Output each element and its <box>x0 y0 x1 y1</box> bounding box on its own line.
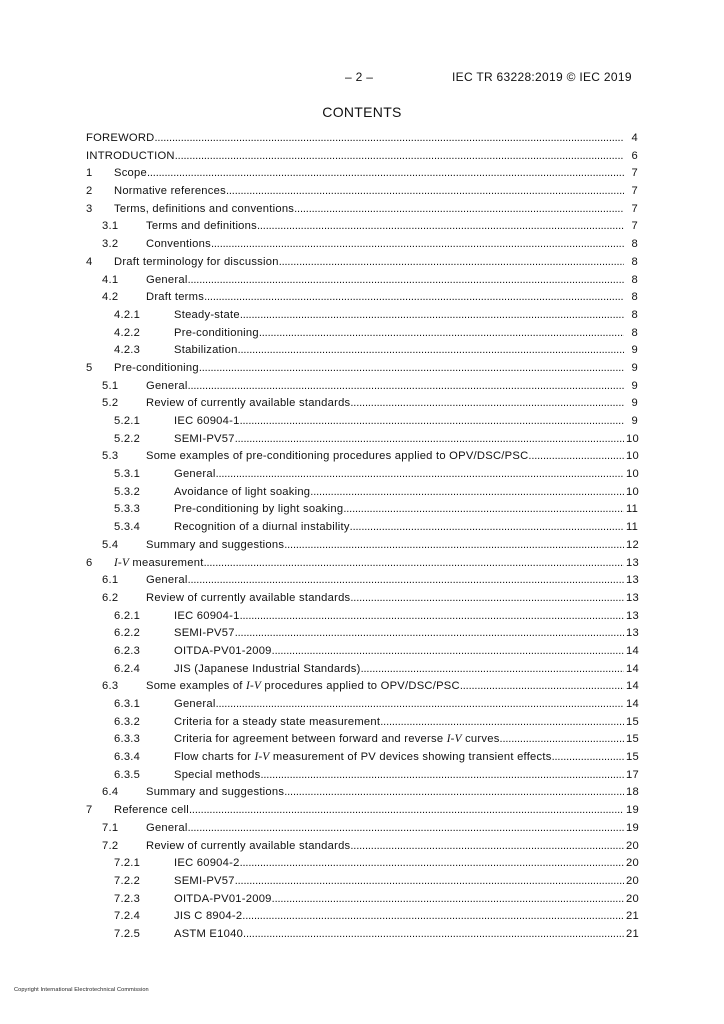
dot-leader <box>284 784 624 802</box>
toc-entry-line <box>174 696 638 714</box>
toc-entry-line <box>174 891 638 909</box>
toc-entry-title: General <box>146 273 188 286</box>
toc-entry-page: 9 <box>631 344 638 357</box>
toc-entry-title: General <box>146 821 188 834</box>
toc-entry-page: 19 <box>626 804 639 817</box>
toc-entry-title: Terms and definitions <box>146 220 257 233</box>
toc-entry-line <box>146 236 638 254</box>
toc-entry-line <box>114 360 638 378</box>
toc-entry-title: Special methods <box>174 768 261 781</box>
toc-entry-number: 6.2.1 <box>114 609 141 622</box>
toc-entry[interactable] <box>86 802 638 820</box>
toc-entry-page: 13 <box>626 556 639 569</box>
dot-leader <box>343 501 624 519</box>
toc-entry-line <box>174 731 638 749</box>
toc-entry-page: 13 <box>626 609 639 622</box>
toc-entry-number: 7.2.2 <box>114 874 141 887</box>
dot-leader <box>272 891 624 909</box>
toc-entry[interactable] <box>86 325 638 343</box>
toc-entry-line <box>174 625 638 643</box>
toc-entry-title: OITDA-PV01-2009 <box>174 644 272 657</box>
toc-entry-page: 15 <box>626 715 639 728</box>
toc-entry-line <box>146 590 638 608</box>
toc-entry-title: FOREWORD <box>86 132 155 144</box>
toc-entry-title: IEC 60904-1 <box>174 609 240 622</box>
toc-entry[interactable] <box>86 307 638 325</box>
toc-entry-line <box>146 572 638 590</box>
toc-entry-page: 15 <box>626 751 639 764</box>
toc-entry[interactable] <box>86 749 638 767</box>
toc-entry[interactable] <box>86 873 638 891</box>
toc-entry-title: Recognition of a diurnal instability <box>174 521 350 534</box>
dot-leader <box>216 466 624 484</box>
toc-entry[interactable] <box>86 661 638 679</box>
toc-entry-number: 5.3 <box>102 450 119 463</box>
dot-leader <box>552 749 624 767</box>
toc-entry-page: 21 <box>626 927 639 940</box>
toc-entry-page: 4 <box>631 132 638 144</box>
toc-entry-page: 9 <box>631 379 638 392</box>
toc-entry-number: 5.3.4 <box>114 521 141 534</box>
toc-entry-line <box>114 183 638 201</box>
dot-leader <box>216 696 624 714</box>
toc-entry-number: 4.2 <box>102 291 119 304</box>
dot-leader <box>240 413 624 431</box>
toc-entry-title: Draft terms <box>146 291 205 304</box>
toc-entry-title: Criteria for agreement between forward and reverse I-V curves <box>174 733 500 746</box>
toc-entry-title: SEMI-PV57 <box>174 432 235 445</box>
toc-entry-page: 11 <box>626 521 639 534</box>
toc-entry-page: 15 <box>626 733 639 746</box>
toc-entry-number: 4 <box>86 255 93 268</box>
toc-entry-number: 7.2.4 <box>114 910 141 923</box>
toc-entry-line <box>146 289 638 307</box>
toc-entry-line <box>174 661 638 679</box>
toc-entry-line <box>146 838 638 856</box>
toc-entry-number: 6.3.3 <box>114 733 141 746</box>
toc-entry-line <box>174 466 638 484</box>
toc-entry-line <box>146 537 638 555</box>
toc-entry-title: Some examples of pre-conditioning procedures applied to OPV/DSC/PSC <box>146 450 529 463</box>
toc-entry-number: 7.2 <box>102 839 119 852</box>
toc-entry-line <box>174 926 638 944</box>
toc-entry-page: 8 <box>631 326 638 339</box>
toc-entry-number: 6.2.2 <box>114 627 141 640</box>
toc-entry-number: 6.2.3 <box>114 644 141 657</box>
toc-entry-title: JIS C 8904-2 <box>174 910 243 923</box>
toc-entry[interactable] <box>86 218 638 236</box>
toc-entry[interactable] <box>86 590 638 608</box>
toc-entry-line <box>146 218 638 236</box>
toc-entry[interactable] <box>86 608 638 626</box>
toc-entry-title: General <box>174 698 216 710</box>
toc-entry[interactable] <box>86 820 638 838</box>
dot-leader <box>235 625 624 643</box>
toc-entry-title: Stabilization <box>174 344 238 357</box>
toc-entry[interactable] <box>86 714 638 732</box>
toc-entry-page: 14 <box>626 644 639 657</box>
toc-entry-line <box>174 855 638 873</box>
toc-entry[interactable] <box>86 855 638 873</box>
toc-entry-page: 8 <box>631 255 638 268</box>
toc-entry-number: 1 <box>86 167 93 180</box>
dot-leader <box>380 714 624 732</box>
toc-entry-line <box>174 714 638 732</box>
dot-leader <box>272 643 624 661</box>
toc-entry-number: 4.1 <box>102 273 119 286</box>
toc-entry-number: 3.2 <box>102 238 119 251</box>
toc-entry-number: 2 <box>86 185 93 198</box>
dot-leader <box>188 378 624 396</box>
toc-entry[interactable] <box>86 891 638 909</box>
dot-leader <box>284 537 624 555</box>
dot-leader <box>226 183 624 201</box>
toc-entry-title: General <box>146 379 188 392</box>
toc-entry-page: 19 <box>626 821 639 834</box>
toc-entry-page: 8 <box>631 238 638 251</box>
toc-entry-page: 20 <box>626 857 639 870</box>
dot-leader <box>240 855 624 873</box>
toc-entry-title: Criteria for a steady state measurement <box>174 715 381 728</box>
toc-entry[interactable] <box>86 484 638 502</box>
toc-entry-line <box>114 555 638 573</box>
toc-entry-title: Steady-state <box>174 308 240 321</box>
toc-entry[interactable] <box>86 466 638 484</box>
dot-leader <box>350 590 624 608</box>
toc-entry[interactable] <box>86 431 638 449</box>
toc-entry-title: Scope <box>114 167 147 180</box>
toc-entry-number: 7.2.3 <box>114 892 141 905</box>
toc-entry[interactable] <box>86 643 638 661</box>
toc-entry-page: 7 <box>631 167 638 180</box>
toc-entry-line <box>174 749 638 767</box>
dot-leader <box>259 325 624 343</box>
toc-entry-title: INTRODUCTION <box>86 149 175 162</box>
toc-entry-title: JIS (Japanese Industrial Standards) <box>174 662 361 675</box>
toc-entry-title: SEMI-PV57 <box>174 874 235 887</box>
toc-entry-number: 5.2 <box>102 397 119 410</box>
toc-entry-line <box>146 784 638 802</box>
toc-entry-number: 6.3.5 <box>114 768 141 781</box>
toc-entry[interactable] <box>86 183 638 201</box>
toc-entry-line <box>86 148 638 166</box>
toc-entry-number: 5.3.3 <box>114 503 141 516</box>
dot-leader <box>211 236 624 254</box>
toc-entry-title: Review of currently available standards <box>146 397 351 410</box>
toc-entry-number: 5 <box>86 361 93 374</box>
dot-leader <box>175 148 624 166</box>
toc-entry[interactable] <box>86 926 638 944</box>
toc-entry-number: 3 <box>86 202 93 215</box>
toc-entry-number: 6.3.2 <box>114 715 141 728</box>
toc-entry-line <box>146 395 638 413</box>
toc-entry[interactable] <box>86 254 638 272</box>
toc-entry-title: ASTM E1040 <box>174 927 244 940</box>
toc-entry-title: Review of currently available standards <box>146 591 351 604</box>
toc-entry-page: 6 <box>631 149 638 162</box>
toc-entry-number: 7.1 <box>102 821 119 834</box>
toc-entry-page: 9 <box>631 415 638 427</box>
toc-entry[interactable] <box>86 165 638 183</box>
dot-leader <box>294 201 624 219</box>
page-number: – 2 – <box>345 70 374 84</box>
toc-entry-title: I-V measurement <box>114 556 204 569</box>
toc-entry-title: Normative references <box>114 185 226 198</box>
toc-entry-page: 7 <box>631 185 638 198</box>
toc-entry[interactable] <box>86 395 638 413</box>
toc-entry-title: Pre-conditioning by light soaking <box>174 503 344 516</box>
toc-entry-page: 20 <box>626 892 639 905</box>
toc-entry-line <box>146 378 638 396</box>
toc-entry-page: 10 <box>626 432 639 445</box>
toc-entry-page: 7 <box>631 220 638 233</box>
toc-entry[interactable] <box>86 908 638 926</box>
dot-leader <box>279 254 624 272</box>
dot-leader <box>257 218 624 236</box>
toc-entry-line <box>174 643 638 661</box>
toc-entry[interactable] <box>86 236 638 254</box>
toc-entry-number: 5.2.2 <box>114 432 141 445</box>
toc-entry-line <box>174 413 638 431</box>
toc-entry-page: 8 <box>631 308 638 321</box>
toc-entry[interactable] <box>86 838 638 856</box>
toc-entry-number: 5.1 <box>102 379 119 392</box>
dot-leader <box>199 360 624 378</box>
dot-leader <box>260 767 624 785</box>
toc-entry-number: 6.3 <box>102 680 119 693</box>
toc-entry-number: 5.3.2 <box>114 485 141 498</box>
toc-entry-line <box>174 484 638 502</box>
toc-entry-title: Draft terminology for discussion <box>114 255 279 268</box>
dot-leader <box>350 519 624 537</box>
copyright-footer: Copyright International Electrotechnical Commission <box>14 987 149 993</box>
toc-entry-page: 8 <box>631 273 638 286</box>
toc-entry-title: Pre-conditioning <box>114 361 199 374</box>
toc-entry-title: Summary and suggestions <box>146 538 285 551</box>
dot-leader <box>350 838 624 856</box>
dot-leader <box>242 908 624 926</box>
toc-entry-page: 14 <box>626 698 639 710</box>
toc-entry-page: 13 <box>626 574 639 587</box>
toc-entry-number: 6.1 <box>102 574 119 587</box>
toc-entry-page: 20 <box>626 839 639 852</box>
toc-entry-title: General <box>174 468 216 481</box>
toc-entry-page: 14 <box>626 680 639 693</box>
toc-entry-title: SEMI-PV57 <box>174 627 235 640</box>
toc-entry-number: 4.2.1 <box>114 308 141 321</box>
dot-leader <box>188 572 624 590</box>
toc-entry-number: 6.3.1 <box>114 698 141 710</box>
dot-leader <box>204 289 624 307</box>
dot-leader <box>460 678 624 696</box>
toc-entry-number: 5.2.1 <box>114 415 141 427</box>
toc-entry-line <box>174 767 638 785</box>
dot-leader <box>147 165 624 183</box>
toc-entry-number: 6 <box>86 556 93 569</box>
toc-entry-number: 6.2 <box>102 591 119 604</box>
toc-entry[interactable] <box>86 148 638 166</box>
toc-entry-line <box>86 130 638 148</box>
dot-leader <box>310 484 624 502</box>
toc-entry[interactable] <box>86 413 638 431</box>
dot-leader <box>528 448 624 466</box>
dot-leader <box>189 802 624 820</box>
toc-entry-page: 9 <box>631 361 638 374</box>
dot-leader <box>240 307 624 325</box>
toc-entry-number: 4.2.2 <box>114 326 141 339</box>
toc-entry-line <box>146 272 638 290</box>
toc-entry-line <box>146 448 638 466</box>
toc-entry-page: 20 <box>626 874 639 887</box>
toc-entry-line <box>174 431 638 449</box>
toc-entry-title: Reference cell <box>114 804 190 817</box>
toc-entry[interactable] <box>86 519 638 537</box>
table-of-contents <box>86 130 638 944</box>
toc-entry-line <box>114 254 638 272</box>
toc-entry[interactable] <box>86 678 638 696</box>
toc-entry-page: 14 <box>626 662 639 675</box>
toc-entry-line <box>114 201 638 219</box>
toc-entry-line <box>174 908 638 926</box>
toc-entry-title: Flow charts for I-V measurement of PV devices showing transient effects <box>174 751 552 764</box>
dot-leader <box>500 731 624 749</box>
toc-entry[interactable] <box>86 784 638 802</box>
dot-leader <box>238 342 624 360</box>
toc-entry-line <box>174 307 638 325</box>
toc-entry-number: 4.2.3 <box>114 344 141 357</box>
toc-entry-title: Pre-conditioning <box>174 326 259 339</box>
toc-entry-line <box>174 608 638 626</box>
dot-leader <box>243 926 624 944</box>
dot-leader <box>350 395 624 413</box>
page-title: CONTENTS <box>322 104 402 120</box>
document-reference: IEC TR 63228:2019 © IEC 2019 <box>452 70 632 84</box>
dot-leader <box>235 431 624 449</box>
toc-entry-page: 18 <box>626 786 639 799</box>
toc-entry[interactable] <box>86 272 638 290</box>
toc-entry[interactable] <box>86 289 638 307</box>
toc-entry[interactable] <box>86 360 638 378</box>
toc-entry-title: Terms, definitions and conventions <box>114 202 295 215</box>
toc-entry-page: 10 <box>626 485 639 498</box>
toc-entry-title: Review of currently available standards <box>146 839 351 852</box>
toc-entry-page: 21 <box>626 910 639 923</box>
dot-leader <box>188 820 624 838</box>
toc-entry-page: 13 <box>626 627 639 640</box>
toc-entry[interactable] <box>86 696 638 714</box>
dot-leader <box>155 130 625 148</box>
toc-entry-line <box>174 501 638 519</box>
toc-entry-title: General <box>146 574 188 587</box>
toc-entry-title: Some examples of I-V procedures applied to OPV/DSC/PSC <box>146 680 460 693</box>
toc-entry[interactable] <box>86 731 638 749</box>
toc-entry[interactable] <box>86 378 638 396</box>
toc-entry-line <box>146 678 638 696</box>
toc-entry-line <box>146 820 638 838</box>
toc-entry-line <box>174 519 638 537</box>
dot-leader <box>204 555 624 573</box>
dot-leader <box>240 608 624 626</box>
toc-entry-page: 10 <box>626 450 639 463</box>
toc-entry[interactable] <box>86 625 638 643</box>
toc-entry-number: 5.4 <box>102 538 119 551</box>
toc-entry[interactable] <box>86 448 638 466</box>
toc-entry[interactable] <box>86 201 638 219</box>
toc-entry[interactable] <box>86 555 638 573</box>
toc-entry-page: 17 <box>626 768 639 781</box>
toc-entry-title: IEC 60904-1 <box>174 415 240 427</box>
toc-entry-line <box>174 325 638 343</box>
toc-entry-number: 3.1 <box>102 220 119 233</box>
toc-entry[interactable] <box>86 572 638 590</box>
dot-leader <box>188 272 624 290</box>
toc-entry-line <box>174 873 638 891</box>
toc-entry-title: IEC 60904-2 <box>174 857 240 870</box>
toc-entry-number: 6.4 <box>102 786 119 799</box>
toc-entry-page: 7 <box>631 202 638 215</box>
toc-entry-number: 6.3.4 <box>114 751 141 764</box>
toc-entry-line <box>174 342 638 360</box>
toc-entry-line <box>114 165 638 183</box>
toc-entry-number: 6.2.4 <box>114 662 141 675</box>
toc-entry-page: 9 <box>631 397 638 410</box>
toc-entry-page: 10 <box>626 468 639 481</box>
toc-entry-number: 7.2.5 <box>114 927 141 940</box>
toc-entry-page: 13 <box>626 591 639 604</box>
dot-leader <box>361 661 624 679</box>
toc-entry-title: Avoidance of light soaking <box>174 485 311 498</box>
toc-entry-title: Summary and suggestions <box>146 786 285 799</box>
toc-entry[interactable] <box>86 537 638 555</box>
toc-entry-page: 11 <box>626 503 639 516</box>
toc-entry[interactable] <box>86 130 638 148</box>
dot-leader <box>235 873 624 891</box>
toc-entry-page: 8 <box>631 291 638 304</box>
toc-entry-number: 7.2.1 <box>114 857 141 870</box>
toc-entry-page: 12 <box>626 538 639 551</box>
toc-entry-title: Conventions <box>146 238 211 251</box>
toc-entry-number: 7 <box>86 804 93 817</box>
toc-entry[interactable] <box>86 767 638 785</box>
toc-entry[interactable] <box>86 501 638 519</box>
toc-entry-number: 5.3.1 <box>114 468 141 481</box>
toc-entry-title: OITDA-PV01-2009 <box>174 892 272 905</box>
toc-entry[interactable] <box>86 342 638 360</box>
toc-entry-line <box>114 802 638 820</box>
